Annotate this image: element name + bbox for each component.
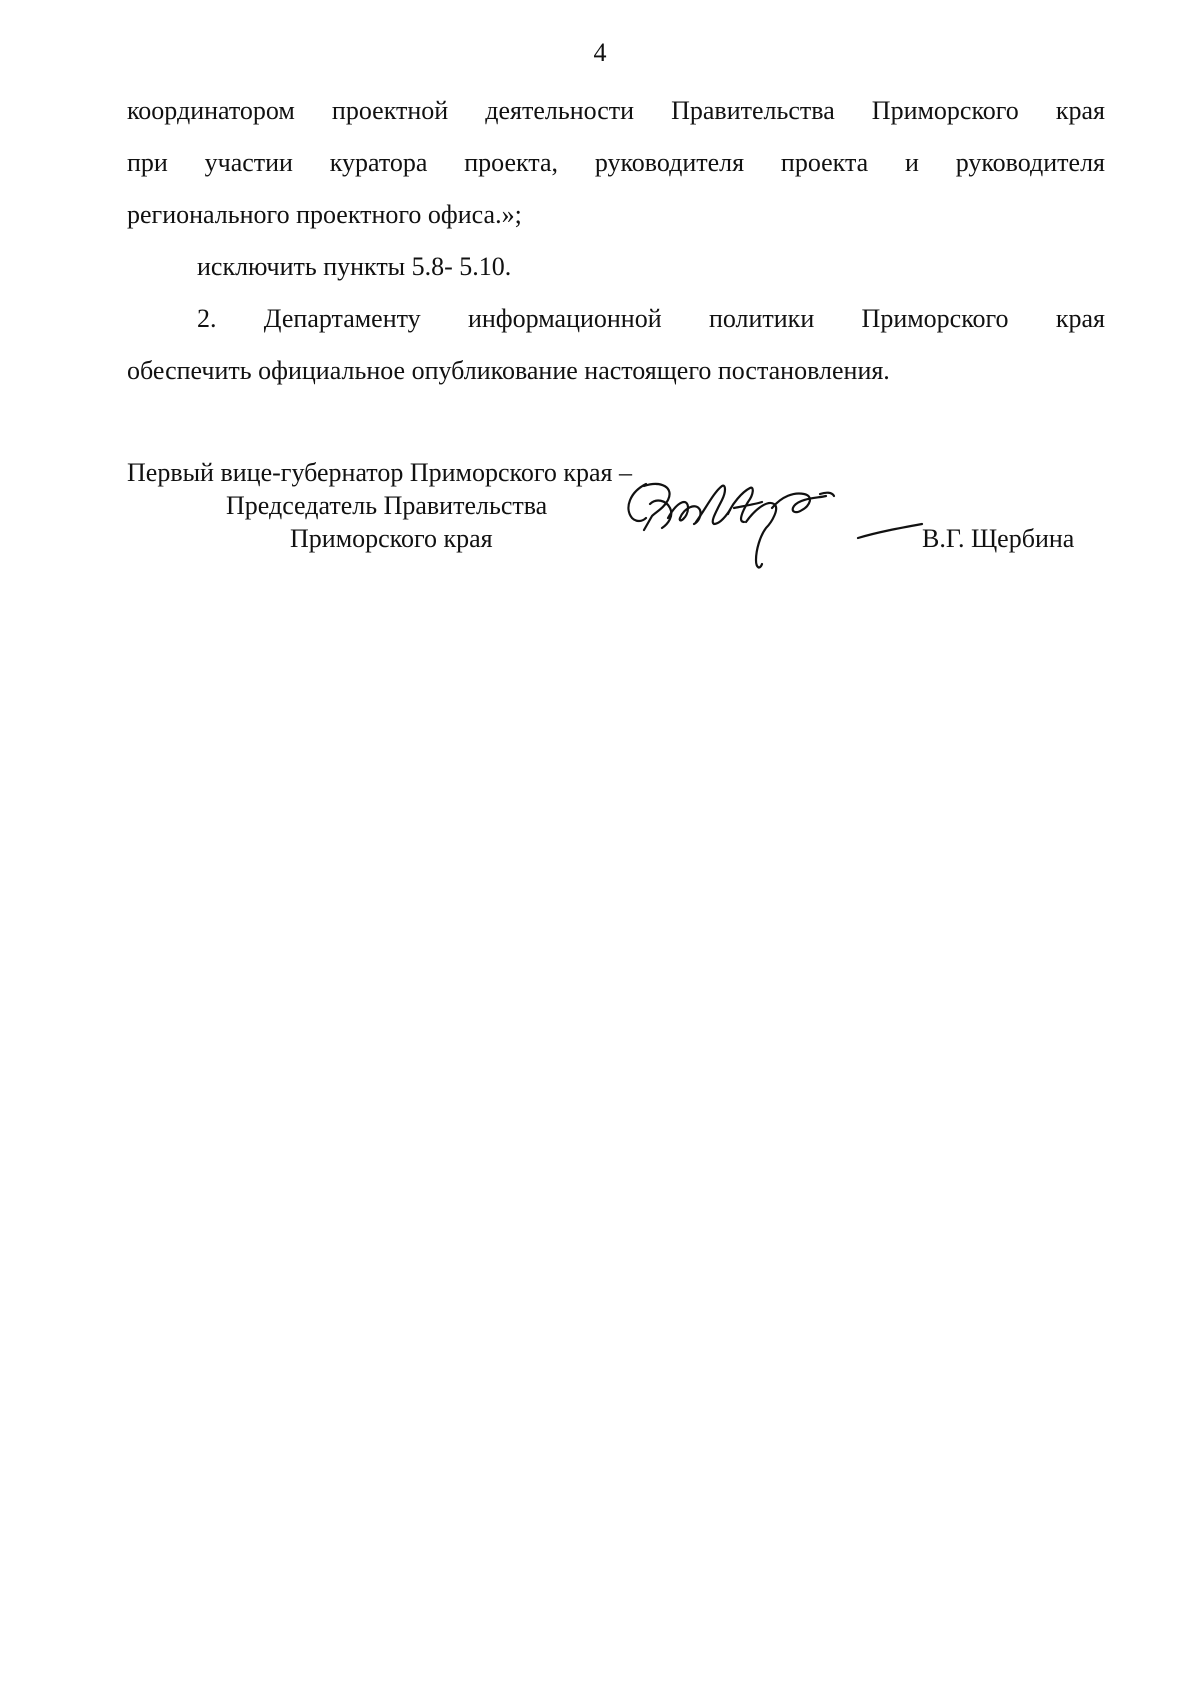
page-number: 4 <box>593 38 607 67</box>
paragraph-line: регионального проектного офиса.»; <box>127 200 522 229</box>
item-2-line: обеспечить официальное опубликование настоящего постановления. <box>127 356 890 385</box>
signatory-title-line-1: Первый вице-губернатор Приморского края – <box>127 458 632 487</box>
signatory-name: В.Г. Щербина <box>922 524 1075 553</box>
body-text <box>127 96 1105 408</box>
handwritten-signature <box>622 478 938 588</box>
paragraph-line: координатором проектной деятельности Правительства Приморского края <box>127 96 1105 125</box>
item-2-line: 2. Департаменту информационной политики Приморского края <box>197 304 1105 333</box>
paragraph-line: при участии куратора проекта, руководителя проекта и руководителя <box>127 148 1105 177</box>
signatory-title-line-3: Приморского края <box>290 524 493 553</box>
exclude-clause: исключить пункты 5.8- 5.10. <box>197 252 512 281</box>
signatory-title-line-2: Председатель Правительства <box>226 491 548 520</box>
